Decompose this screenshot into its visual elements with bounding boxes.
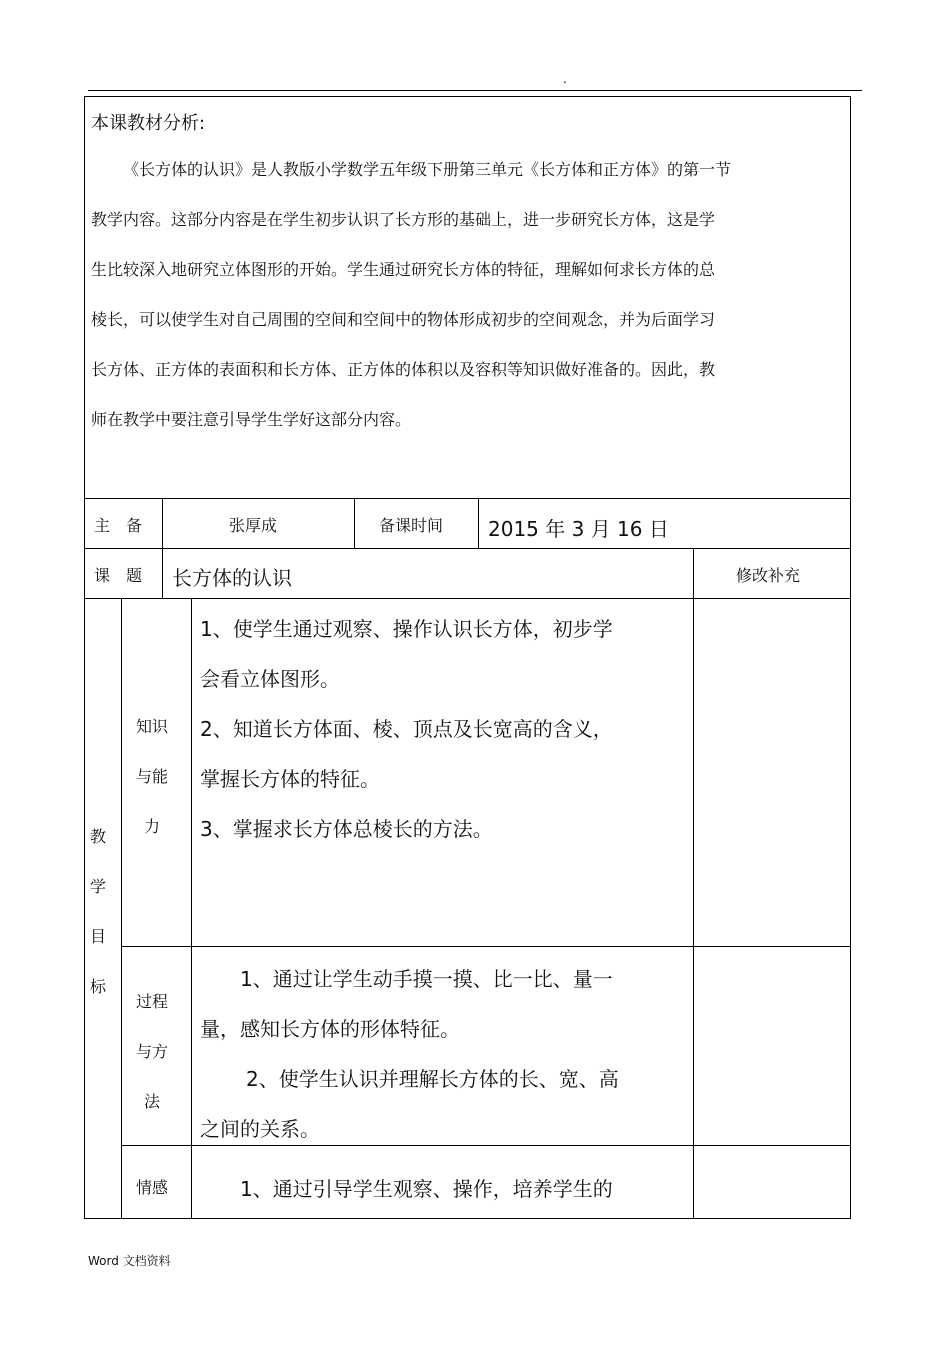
footer-text: Word 文档资料 [88, 1254, 171, 1268]
analysis-line: 生比较深入地研究立体图形的开始。学生通过研究长方体的特征，理解如何求长方体的总 [91, 260, 716, 279]
col-sep-obj-3 [693, 598, 694, 1218]
knowledge-label-line: 与能 [136, 767, 169, 786]
table-top-border [84, 96, 851, 97]
knowledge-line: 2、知道长方体面、棱、顶点及长宽高的含义， [200, 717, 613, 741]
col-sep-obj-2 [191, 598, 192, 1218]
process-label-line: 过程 [136, 992, 169, 1011]
objectives-label-char: 目 [90, 927, 107, 946]
col-sep-preparer-1 [162, 498, 163, 548]
emotion-label-line: 情感 [136, 1178, 169, 1197]
row-sep-knowledge [121, 946, 851, 947]
row-sep-preparer [84, 548, 851, 549]
knowledge-line: 会看立体图形。 [200, 667, 340, 691]
preparer-label: 主 备 [94, 516, 143, 535]
process-line: 2、使学生认识并理解长方体的长、宽、高 [226, 1067, 619, 1091]
header-dot: . [563, 72, 567, 86]
col-sep-obj-1 [121, 598, 122, 1218]
date-value: 2015 年 3 月 16 日 [488, 517, 669, 541]
table-left-border [84, 96, 85, 1218]
objectives-label-char: 教 [90, 827, 107, 846]
analysis-line: 棱长，可以使学生对自己周围的空间和空间中的物体形成初步的空间观念，并为后面学习 [91, 310, 716, 329]
col-sep-preparer-3 [478, 498, 479, 548]
knowledge-label-line: 知识 [136, 717, 169, 736]
row-sep-analysis [84, 498, 851, 499]
revise-label: 修改补充 [736, 566, 801, 585]
table-bottom-border [84, 1218, 851, 1219]
knowledge-line: 掌握长方体的特征。 [200, 767, 380, 791]
process-line: 量，感知长方体的形体特征。 [200, 1017, 460, 1041]
header-rule [88, 90, 862, 91]
process-line: 1、通过让学生动手摸一摸、比一比、量一 [220, 967, 613, 991]
col-sep-topic-1 [162, 548, 163, 598]
objectives-label-char: 学 [90, 877, 107, 896]
process-label-line: 与方 [136, 1042, 169, 1061]
knowledge-line: 3、掌握求长方体总棱长的方法。 [200, 817, 493, 841]
date-label: 备课时间 [379, 516, 444, 535]
col-sep-preparer-2 [354, 498, 355, 548]
analysis-line: 教学内容。这部分内容是在学生初步认识了长方形的基础上，进一步研究长方体，这是学 [91, 210, 716, 229]
row-sep-topic [84, 598, 851, 599]
analysis-line: 长方体、正方体的表面积和长方体、正方体的体积以及容积等知识做好准备的。因此，教 [91, 360, 716, 379]
emotion-line: 1、通过引导学生观察、操作，培养学生的 [220, 1177, 613, 1201]
table-right-border [850, 96, 851, 1218]
analysis-line: 《长方体的认识》是人教版小学数学五年级下册第三单元《长方体和正方体》的第一节 [123, 160, 732, 179]
topic-value: 长方体的认识 [172, 566, 292, 590]
topic-label: 课 题 [94, 566, 143, 585]
analysis-line: 师在教学中要注意引导学生学好这部分内容。 [91, 410, 412, 429]
analysis-title: 本课教材分析: [91, 113, 206, 134]
process-label-line: 法 [144, 1092, 161, 1111]
process-line: 之间的关系。 [200, 1117, 320, 1141]
knowledge-line: 1、使学生通过观察、操作认识长方体，初步学 [200, 617, 613, 641]
row-sep-process [121, 1145, 851, 1146]
col-sep-topic-2 [693, 548, 694, 598]
preparer-name: 张厚成 [229, 516, 278, 535]
knowledge-label-line: 力 [144, 817, 161, 836]
objectives-label-char: 标 [90, 977, 107, 996]
